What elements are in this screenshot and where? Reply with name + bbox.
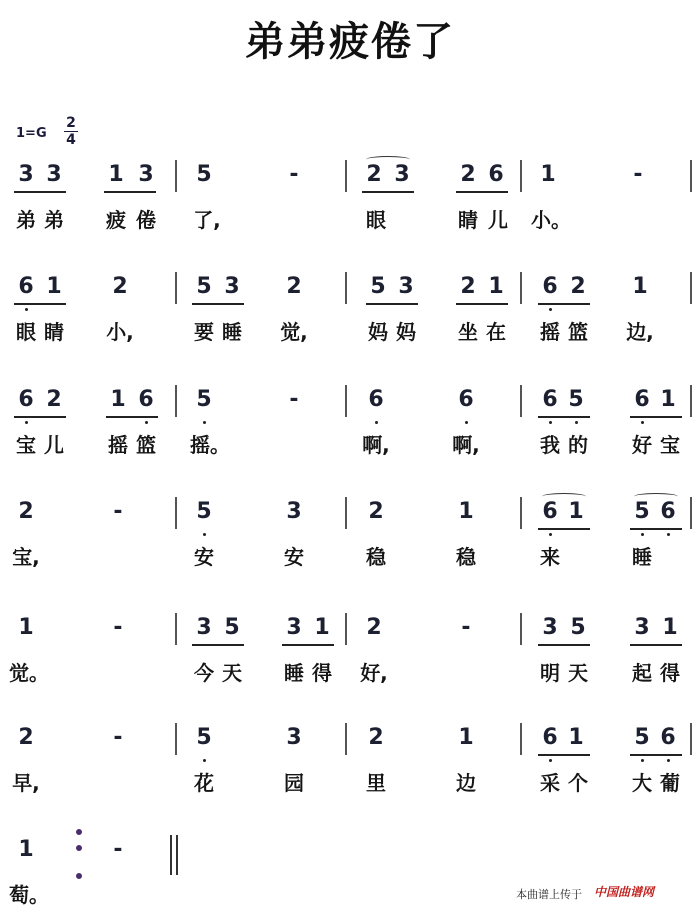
note: 5	[196, 162, 212, 187]
lyric: 边,	[626, 320, 654, 344]
note: 2	[368, 725, 384, 750]
lyric: 天	[222, 661, 242, 685]
site-logo[interactable]: 中国曲谱网	[594, 885, 655, 899]
dash: -	[289, 162, 299, 187]
lyric: 好	[632, 433, 652, 457]
underline-beat	[538, 644, 590, 646]
note: 1	[660, 387, 676, 412]
bar-line	[690, 385, 692, 417]
note: 1	[18, 837, 34, 862]
bar-line	[345, 385, 347, 417]
lyric: 坐	[458, 320, 478, 344]
upload-credit: 本曲谱上传于	[516, 888, 582, 901]
underline-beat	[456, 303, 508, 305]
note: 2	[366, 615, 382, 640]
note: 3	[634, 615, 650, 640]
lyric: 我	[540, 433, 560, 457]
note: 2	[18, 725, 34, 750]
low-octave-dot	[25, 308, 28, 311]
note: 1	[540, 162, 556, 187]
bar-line	[175, 613, 177, 645]
note: 1	[458, 725, 474, 750]
lyric: 要	[194, 320, 214, 344]
underline-beat	[630, 754, 682, 756]
bar-line	[690, 723, 692, 755]
note: 2	[46, 387, 62, 412]
underline-beat	[456, 191, 508, 193]
lyric: 宝	[660, 433, 680, 457]
note: 6	[542, 499, 558, 524]
note: 5	[196, 274, 212, 299]
underline-beat	[630, 528, 682, 530]
low-octave-dot	[465, 421, 468, 424]
note: 2	[570, 274, 586, 299]
lyric: 儿	[488, 208, 508, 232]
note: 2	[368, 499, 384, 524]
lyric: 弟	[44, 208, 64, 232]
low-octave-dot	[549, 308, 552, 311]
lyric: 宝	[16, 433, 36, 457]
lyric: 眼	[16, 320, 36, 344]
note: 5	[634, 499, 650, 524]
bar-line	[345, 160, 347, 192]
bar-line	[520, 497, 522, 529]
underline-beat	[14, 191, 66, 193]
lyric: 起	[632, 661, 652, 685]
lyric: 早,	[12, 771, 40, 795]
lyric: 大	[632, 771, 652, 795]
note: 1	[18, 615, 34, 640]
lyric: 摇	[540, 320, 560, 344]
slur	[634, 493, 678, 500]
lyric: 采	[540, 771, 560, 795]
lyric: 里	[366, 771, 386, 795]
lyric: 好,	[360, 661, 388, 685]
lyric: 啊,	[362, 433, 390, 457]
lyric: 花	[194, 771, 214, 795]
lyric: 妈	[396, 320, 416, 344]
low-octave-dot	[667, 759, 670, 762]
bar-line	[175, 723, 177, 755]
fermata-dot	[76, 845, 82, 851]
lyric: 稳	[456, 545, 476, 569]
score-line-6	[0, 723, 700, 807]
note: 3	[46, 162, 62, 187]
lyric: 稳	[366, 545, 386, 569]
note: 3	[286, 499, 302, 524]
low-octave-dot	[203, 533, 206, 536]
lyric: 睡	[632, 545, 652, 569]
underline-beat	[192, 303, 244, 305]
score-line-2	[0, 272, 700, 356]
note: 3	[196, 615, 212, 640]
lyric: 了,	[193, 208, 221, 232]
lyric: 小,	[106, 320, 134, 344]
lyric: 睡	[222, 320, 242, 344]
fermata-dot	[76, 829, 82, 835]
lyric: 篮	[568, 320, 588, 344]
bar-line	[345, 272, 347, 304]
underline-beat	[366, 303, 418, 305]
lyric: 倦	[136, 208, 156, 232]
lyric: 摇。	[190, 433, 230, 457]
score-line-5	[0, 613, 700, 697]
underline-beat	[104, 191, 156, 193]
underline-beat	[538, 416, 590, 418]
low-octave-dot	[641, 759, 644, 762]
bar-line	[175, 272, 177, 304]
lyric: 安	[194, 545, 214, 569]
note: 1	[488, 274, 504, 299]
note: 1	[314, 615, 330, 640]
note: 1	[568, 725, 584, 750]
note: 3	[18, 162, 34, 187]
low-octave-dot	[549, 421, 552, 424]
underline-beat	[538, 528, 590, 530]
underline-beat	[630, 416, 682, 418]
underline-beat	[538, 754, 590, 756]
bar-line	[520, 160, 522, 192]
dash: -	[113, 499, 123, 524]
note: 1	[46, 274, 62, 299]
note: 1	[632, 274, 648, 299]
bar-line	[520, 613, 522, 645]
slur	[366, 156, 410, 163]
note: 6	[488, 162, 504, 187]
low-octave-dot	[575, 421, 578, 424]
bar-line	[520, 272, 522, 304]
lyric: 明	[540, 661, 560, 685]
underline-beat	[14, 416, 66, 418]
underline-beat	[106, 416, 158, 418]
underline-beat	[282, 644, 334, 646]
note: 6	[18, 274, 34, 299]
score-line-1	[0, 160, 700, 244]
note: 6	[634, 387, 650, 412]
lyric: 天	[568, 661, 588, 685]
fermata-dot	[76, 873, 82, 879]
note: 2	[366, 162, 382, 187]
note: 6	[18, 387, 34, 412]
lyric: 萄。	[9, 883, 49, 907]
lyric: 弟	[16, 208, 36, 232]
note: 6	[542, 725, 558, 750]
note: 3	[286, 725, 302, 750]
note: 5	[634, 725, 650, 750]
lyric: 摇	[108, 433, 128, 457]
lyric: 睛	[458, 208, 478, 232]
note: 5	[196, 387, 212, 412]
note: 2	[112, 274, 128, 299]
lyric: 儿	[44, 433, 64, 457]
bar-line	[345, 497, 347, 529]
lyric: 啊,	[452, 433, 480, 457]
note: 1	[458, 499, 474, 524]
low-octave-dot	[375, 421, 378, 424]
score-line-3	[0, 385, 700, 469]
lyric: 睡	[284, 661, 304, 685]
note: 6	[368, 387, 384, 412]
low-octave-dot	[641, 533, 644, 536]
dash: -	[113, 615, 123, 640]
bar-line	[175, 497, 177, 529]
low-octave-dot	[203, 421, 206, 424]
lyric: 觉,	[280, 320, 308, 344]
low-octave-dot	[25, 421, 28, 424]
key-signature: 1=G	[16, 126, 47, 141]
note: 3	[542, 615, 558, 640]
lyric: 个	[568, 771, 588, 795]
note: 5	[196, 499, 212, 524]
note: 3	[286, 615, 302, 640]
lyric: 宝,	[12, 545, 40, 569]
time-signature-bottom: 4	[66, 132, 76, 148]
bar-line	[345, 613, 347, 645]
underline-beat	[192, 644, 244, 646]
lyric: 睛	[44, 320, 64, 344]
score-line-4	[0, 497, 700, 581]
page-title: 弟弟疲倦了	[245, 18, 455, 65]
note: 5	[570, 615, 586, 640]
low-octave-dot	[549, 759, 552, 762]
bar-line	[690, 497, 692, 529]
low-octave-dot	[641, 421, 644, 424]
underline-beat	[538, 303, 590, 305]
dash: -	[289, 387, 299, 412]
final-bar-line	[176, 835, 178, 875]
note: 1	[108, 162, 124, 187]
note: 1	[662, 615, 678, 640]
lyric: 妈	[368, 320, 388, 344]
note: 1	[110, 387, 126, 412]
time-signature	[64, 116, 78, 147]
lyric: 得	[312, 661, 332, 685]
lyric: 今	[194, 661, 214, 685]
low-octave-dot	[549, 533, 552, 536]
note: 2	[460, 162, 476, 187]
note: 5	[370, 274, 386, 299]
underline-beat	[362, 191, 414, 193]
note: 6	[542, 387, 558, 412]
dash: -	[461, 615, 471, 640]
underline-beat	[14, 303, 66, 305]
note: 5	[568, 387, 584, 412]
low-octave-dot	[145, 421, 148, 424]
dash: -	[113, 725, 123, 750]
lyric: 安	[284, 545, 304, 569]
note: 3	[224, 274, 240, 299]
bar-line	[690, 160, 692, 192]
lyric: 得	[660, 661, 680, 685]
lyric: 篮	[136, 433, 156, 457]
note: 3	[398, 274, 414, 299]
low-octave-dot	[667, 533, 670, 536]
note: 2	[460, 274, 476, 299]
bar-line	[690, 272, 692, 304]
note: 2	[286, 274, 302, 299]
bar-line	[175, 385, 177, 417]
lyric: 觉。	[9, 661, 49, 685]
lyric: 边	[456, 771, 476, 795]
note: 1	[568, 499, 584, 524]
lyric: 的	[568, 433, 588, 457]
note: 3	[138, 162, 154, 187]
dash: -	[113, 837, 123, 862]
note: 6	[660, 725, 676, 750]
bar-line	[520, 723, 522, 755]
time-signature-top: 2	[66, 115, 76, 131]
note: 6	[660, 499, 676, 524]
bar-line	[345, 723, 347, 755]
bar-line	[175, 160, 177, 192]
lyric: 在	[486, 320, 506, 344]
lyric: 来	[540, 545, 560, 569]
note: 3	[394, 162, 410, 187]
dash: -	[633, 162, 643, 187]
lyric: 园	[284, 771, 304, 795]
low-octave-dot	[203, 759, 206, 762]
lyric: 眼	[366, 208, 386, 232]
note: 6	[542, 274, 558, 299]
underline-beat	[630, 644, 682, 646]
note: 5	[196, 725, 212, 750]
lyric: 葡	[660, 771, 680, 795]
note: 6	[138, 387, 154, 412]
note: 2	[18, 499, 34, 524]
final-bar-line	[170, 835, 172, 875]
lyric: 小。	[531, 208, 571, 232]
lyric: 疲	[106, 208, 126, 232]
note: 6	[458, 387, 474, 412]
bar-line	[520, 385, 522, 417]
note: 5	[224, 615, 240, 640]
slur	[542, 493, 586, 500]
